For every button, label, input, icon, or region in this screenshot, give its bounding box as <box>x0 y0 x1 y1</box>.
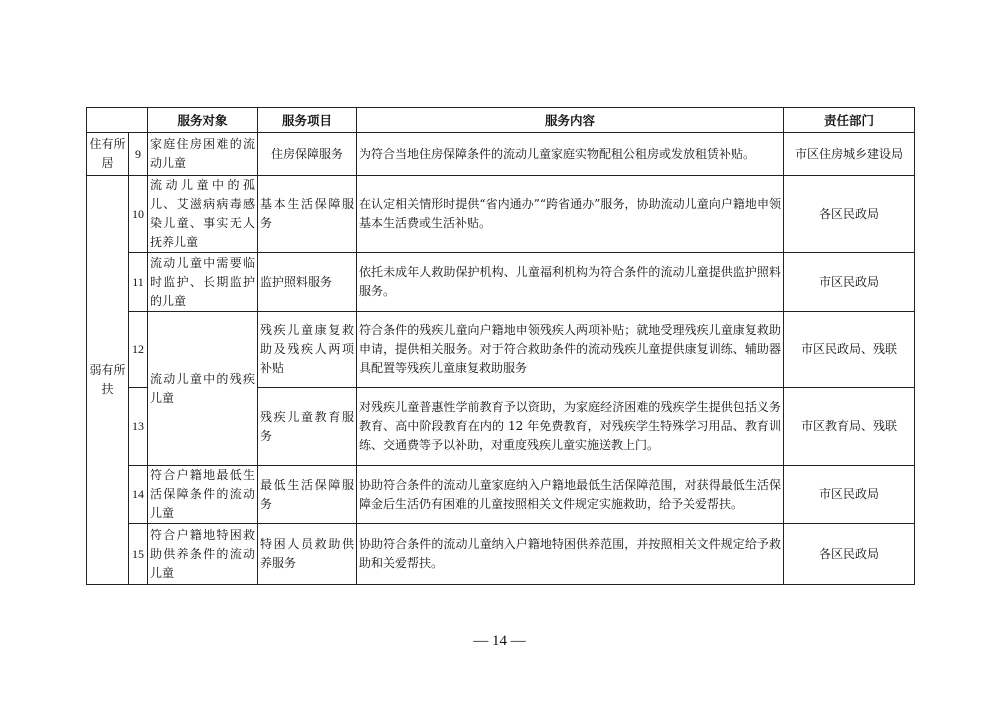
responsible-dept: 市区民政局 <box>784 253 915 312</box>
header-row <box>87 108 915 133</box>
row-number: 15 <box>129 524 148 585</box>
responsible-dept: 市区民政局 <box>784 466 915 524</box>
service-content: 协助符合条件的流动儿童家庭纳入户籍地最低生活保障范围，对获得最低生活保障金后生活仍有困难的儿童按照相关文件规定实施救助，给予关爱帮扶。 <box>357 466 784 524</box>
responsible-dept: 各区民政局 <box>784 524 915 585</box>
service-item: 基本生活保障服务 <box>258 176 357 253</box>
service-target: 流动儿童中的残疾儿童 <box>148 312 258 466</box>
category-housing: 住有所居 <box>87 133 129 176</box>
service-item: 残疾儿童康复救助及残疾人两项补贴 <box>258 312 357 388</box>
responsible-dept: 市区住房城乡建设局 <box>784 133 915 176</box>
row-number: 14 <box>129 466 148 524</box>
responsible-dept: 各区民政局 <box>784 176 915 253</box>
page-number: — 14 — <box>473 633 526 649</box>
service-target: 符合户籍地特困救助供养条件的流动儿童 <box>148 524 258 585</box>
table-row <box>87 466 915 524</box>
service-target: 家庭住房困难的流动儿童 <box>148 133 258 176</box>
category-support: 弱有所扶 <box>87 176 129 585</box>
row-number: 13 <box>129 388 148 466</box>
table-row <box>87 524 915 585</box>
service-content: 对残疾儿童普惠性学前教育予以资助，为家庭经济困难的残疾学生提供包括义务教育、高中阶段教育在内的 12 年免费教育，对残疾学生特殊学习用品、教育训练、交通费等予以补助，对重度残疾儿童实施送教上门。 <box>357 388 784 466</box>
row-number: 9 <box>129 133 148 176</box>
header-dept: 责任部门 <box>784 108 915 133</box>
service-item: 最低生活保障服务 <box>258 466 357 524</box>
table-row <box>87 133 915 176</box>
service-target: 流动儿童中需要临时监护、长期监护的儿童 <box>148 253 258 312</box>
table-row <box>87 253 915 312</box>
service-content: 协助符合条件的流动儿童纳入户籍地特困供养范围，并按照相关文件规定给予救助和关爱帮扶。 <box>357 524 784 585</box>
service-content: 在认定相关情形时提供“省内通办”“跨省通办”服务，协助流动儿童向户籍地申领基本生活费或生活补贴。 <box>357 176 784 253</box>
service-target: 符合户籍地最低生活保障条件的流动儿童 <box>148 466 258 524</box>
row-number: 11 <box>129 253 148 312</box>
header-target: 服务对象 <box>148 108 258 133</box>
row-number: 10 <box>129 176 148 253</box>
service-item: 特困人员救助供养服务 <box>258 524 357 585</box>
header-content: 服务内容 <box>357 108 784 133</box>
service-content: 依托未成年人救助保护机构、儿童福利机构为符合条件的流动儿童提供监护照料服务。 <box>357 253 784 312</box>
service-table <box>86 107 915 585</box>
header-item: 服务项目 <box>258 108 357 133</box>
service-item: 监护照料服务 <box>258 253 357 312</box>
row-number: 12 <box>129 312 148 388</box>
table-row <box>87 312 915 388</box>
header-blank <box>87 108 148 133</box>
responsible-dept: 市区民政局、残联 <box>784 312 915 388</box>
service-item: 残疾儿童教育服务 <box>258 388 357 466</box>
service-item: 住房保障服务 <box>258 133 357 176</box>
service-target: 流动儿童中的孤儿、艾滋病病毒感染儿童、事实无人抚养儿童 <box>148 176 258 253</box>
service-content: 为符合当地住房保障条件的流动儿童家庭实物配租公租房或发放租赁补贴。 <box>357 133 784 176</box>
service-content: 符合条件的残疾儿童向户籍地申领残疾人两项补贴；就地受理残疾儿童康复救助申请，提供相关服务。对于符合救助条件的流动残疾儿童提供康复训练、辅助器具配置等残疾儿童康复救助服务 <box>357 312 784 388</box>
responsible-dept: 市区教育局、残联 <box>784 388 915 466</box>
table-row <box>87 176 915 253</box>
